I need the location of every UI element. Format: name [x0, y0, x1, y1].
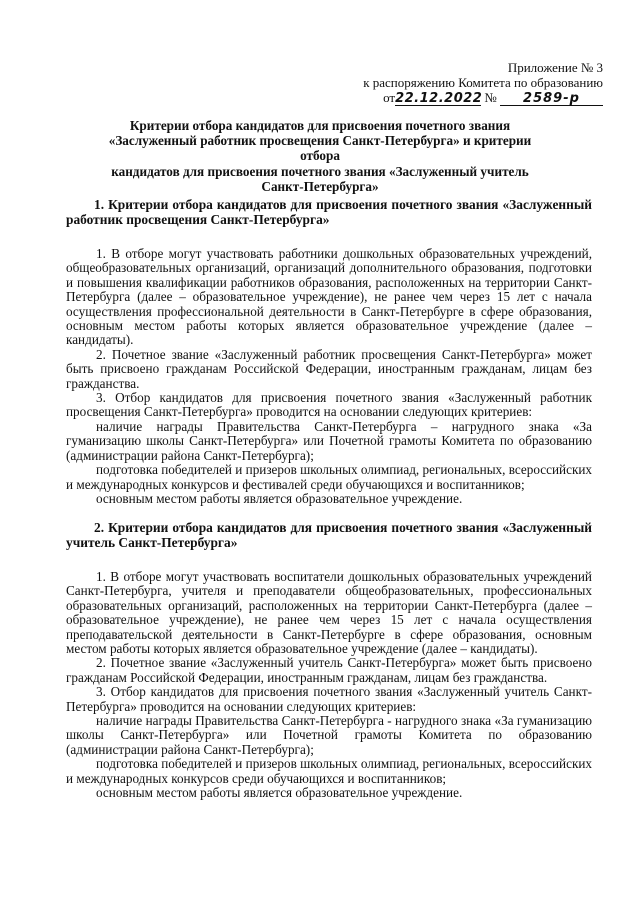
document-title [90, 118, 550, 194]
title-line: Критерии отбора кандидатов для присвоения почетного звания [129, 118, 511, 133]
handwritten-date: 22.12.2022 [395, 91, 483, 106]
paragraph: основным местом работы является образовательное учреждение. [96, 490, 463, 506]
paragraph: подготовка победителей и призеров школьных олимпиад, региональных, всероссийских и международных конкурсов среди обучающихся и воспитанников; [66, 756, 593, 786]
number-prefix: № [484, 90, 497, 105]
paragraph: 3. Отбор кандидатов для присвоения почетного звания «Заслуженный работник просвещения Санкт-Петербурга» проводится на основании следующих критериев: [66, 390, 592, 420]
order-date-number [363, 90, 603, 106]
handwritten-number: 2589-р [500, 92, 603, 106]
section-heading: 2. Критерии отбора кандидатов для присвоения почетного звания «Заслуженный учитель Санкт-Петербурга» [66, 520, 592, 550]
appendix-label: Приложение № 3 [507, 60, 603, 75]
title-line: «Заслуженный работник просвещения Санкт-Петербурга» и критерии отбора [108, 133, 532, 164]
paragraph: 1. В отборе могут участвовать воспитатели дошкольных образовательных учреждений Санкт-Петербурга, учителя и преподаватели общеобразовательных, профессиональных образовательных организаций, расположенных на территории Санкт-Петербурга (далее – образовательное учреждение), не ранее чем через 15 лет с начала осуществления преподавательской деятельности в Санкт-Петербурге в сфере образования, основным местом работы которых является образовательное учреждение (далее – кандидаты). [66, 569, 592, 657]
paragraph: 3. Отбор кандидатов для присвоения почетного звания «Заслуженный учитель Санкт-Петербурга» проводится на основании следующих критериев: [66, 684, 592, 714]
title-line: кандидатов для присвоения почетного звания «Заслуженный учитель [111, 163, 529, 179]
title-line: Санкт-Петербурга» [261, 178, 379, 194]
paragraph: 1. В отборе могут участвовать работники дошкольных образовательных учреждений, общеобразовательных организаций, организаций дополнительного образования, подготовки и повышения квалификации работников образования, расположенных на территории Санкт-Петербурга (далее – образовательное учреждение), не ранее чем через 15 лет с начала осуществления профессиональной деятельности в Санкт-Петербурге в сфере образования, основным местом работы которых является образовательное учреждение (далее – кандидаты). [66, 246, 592, 348]
paragraph: наличие награды Правительства Санкт-Петербурга - нагрудного знака «За гуманизацию школы Санкт-Петербурга» или Почетной грамоты Комитета по образованию (администрации района Санкт-Петербурга); [66, 713, 592, 757]
order-reference: к распоряжению Комитета по образованию [363, 75, 603, 90]
appendix-header [363, 60, 603, 106]
date-prefix: от [383, 90, 396, 105]
section-1 [66, 197, 592, 506]
paragraph: 2. Почетное звание «Заслуженный работник просвещения Санкт-Петербурга» может быть присвоено гражданам Российской Федерации, иностранным гражданам, лицам без гражданства. [66, 346, 592, 391]
paragraph: наличие награды Правительства Санкт-Петербурга – нагрудного знака «За гуманизацию школы Санкт-Петербурга» или Почетной грамоты Комитета по образованию (администрации района Санкт-Петербурга); [66, 418, 592, 463]
section-2 [66, 520, 592, 801]
paragraph: подготовка победителей и призеров школьных олимпиад, региональных, всероссийских и международных конкурсов и фестивалей среди обучающихся и воспитанников; [66, 462, 593, 492]
section-heading: 1. Критерии отбора кандидатов для присвоения почетного звания «Заслуженный работник просвещения Санкт-Петербурга» [66, 197, 592, 227]
paragraph: 2. Почетное звание «Заслуженный учитель Санкт-Петербурга» может быть присвоено гражданам Российской Федерации, иностранным гражданам, лицам без гражданства. [66, 655, 592, 685]
paragraph: основным местом работы является образовательное учреждение. [96, 785, 463, 801]
